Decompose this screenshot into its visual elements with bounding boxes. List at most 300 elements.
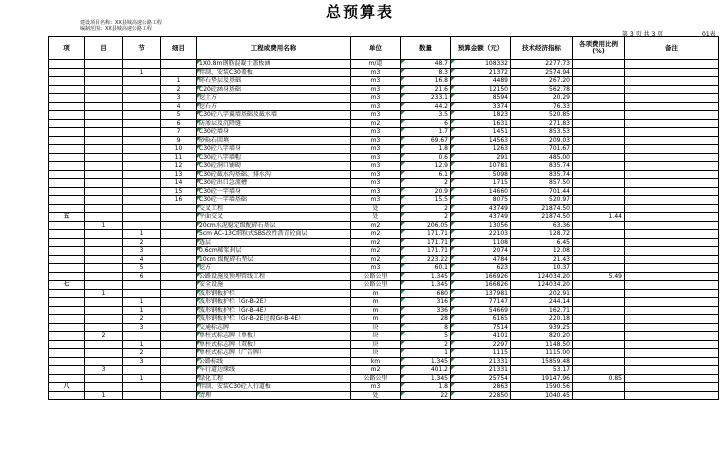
cell-jie bbox=[123, 102, 161, 111]
cell-jie bbox=[123, 85, 161, 94]
cell-xiang bbox=[49, 298, 85, 307]
cell-remark bbox=[625, 289, 719, 298]
cell-index: 2574.94 bbox=[511, 68, 573, 77]
cell-amount: 22103 bbox=[451, 230, 511, 239]
cell-ximu: 7 bbox=[161, 128, 197, 137]
cell-percent bbox=[573, 85, 625, 94]
table-row bbox=[49, 153, 719, 162]
cell-amount: 137981 bbox=[451, 289, 511, 298]
cell-unit: m/道 bbox=[351, 60, 401, 69]
cell-jie bbox=[123, 145, 161, 154]
cell-amount: 1115 bbox=[451, 349, 511, 358]
table-row bbox=[49, 323, 719, 332]
header-jie: 节 bbox=[123, 37, 161, 60]
table-row bbox=[49, 340, 719, 349]
cell-percent bbox=[573, 136, 625, 145]
cell-xiang bbox=[49, 128, 85, 137]
cell-name: 平面交叉 bbox=[197, 213, 351, 222]
cell-percent: 0.85 bbox=[573, 374, 625, 383]
cell-unit: 处 bbox=[351, 204, 401, 213]
cell-name: 公路标线 bbox=[197, 357, 351, 366]
table-row bbox=[49, 306, 719, 315]
cell-name: C30砼出口急流槽 bbox=[197, 179, 351, 188]
cell-remark bbox=[625, 68, 719, 77]
cell-index: 19147.96 bbox=[511, 374, 573, 383]
cell-ximu bbox=[161, 315, 197, 324]
cell-jie bbox=[123, 213, 161, 222]
table-row bbox=[49, 247, 719, 256]
cell-mu bbox=[85, 298, 123, 307]
cell-percent: 5.49 bbox=[573, 272, 625, 281]
cell-mu bbox=[85, 213, 123, 222]
cell-remark bbox=[625, 136, 719, 145]
cell-unit: 块 bbox=[351, 323, 401, 332]
cell-jie: 2 bbox=[123, 349, 161, 358]
cell-jie bbox=[123, 391, 161, 400]
cell-index: 271.83 bbox=[511, 119, 573, 128]
cell-ximu bbox=[161, 272, 197, 281]
cell-qty: 3.5 bbox=[401, 111, 451, 120]
cell-ximu: 11 bbox=[161, 153, 197, 162]
cell-index: 701.44 bbox=[511, 187, 573, 196]
cell-unit: 块 bbox=[351, 332, 401, 341]
cell-xiang bbox=[49, 102, 85, 111]
cell-ximu: 12 bbox=[161, 162, 197, 171]
cell-qty: 44.2 bbox=[401, 102, 451, 111]
cell-unit: 处 bbox=[351, 391, 401, 400]
cell-unit: 块 bbox=[351, 340, 401, 349]
table-row bbox=[49, 136, 719, 145]
cell-ximu bbox=[161, 289, 197, 298]
form-number: 01表 bbox=[702, 31, 716, 38]
cell-qty: 69.67 bbox=[401, 136, 451, 145]
table-row bbox=[49, 213, 719, 222]
cell-index: 520.85 bbox=[511, 111, 573, 120]
cell-unit: 块 bbox=[351, 349, 401, 358]
table-row bbox=[49, 102, 719, 111]
cell-mu bbox=[85, 102, 123, 111]
table-row bbox=[49, 391, 719, 400]
cell-ximu bbox=[161, 323, 197, 332]
cell-ximu bbox=[161, 264, 197, 273]
cell-jie: 3 bbox=[123, 247, 161, 256]
cell-index: 21874.50 bbox=[511, 204, 573, 213]
header-index: 技术经济指标 bbox=[511, 37, 573, 60]
cell-percent bbox=[573, 111, 625, 120]
cell-index: 63.36 bbox=[511, 221, 573, 230]
cell-xiang bbox=[49, 94, 85, 103]
cell-name: 挖土方 bbox=[197, 94, 351, 103]
cell-jie: 1 bbox=[123, 340, 161, 349]
cell-qty: 171.71 bbox=[401, 230, 451, 239]
cell-jie: 5 bbox=[123, 264, 161, 273]
cell-xiang bbox=[49, 136, 85, 145]
cell-amount: 77147 bbox=[451, 298, 511, 307]
cell-remark bbox=[625, 315, 719, 324]
cell-remark bbox=[625, 264, 719, 273]
cell-mu: 1 bbox=[85, 289, 123, 298]
cell-qty: 48.7 bbox=[401, 60, 451, 69]
cell-jie bbox=[123, 281, 161, 290]
cell-ximu bbox=[161, 204, 197, 213]
cell-jie bbox=[123, 170, 161, 179]
cell-qty: 1.8 bbox=[401, 145, 451, 154]
cell-index: 21874.50 bbox=[511, 213, 573, 222]
cell-jie bbox=[123, 136, 161, 145]
table-row bbox=[49, 85, 719, 94]
cell-remark bbox=[625, 187, 719, 196]
table-row bbox=[49, 272, 719, 281]
cell-jie bbox=[123, 119, 161, 128]
cell-index: 124034.20 bbox=[511, 281, 573, 290]
cell-remark bbox=[625, 221, 719, 230]
table-row bbox=[49, 230, 719, 239]
cell-index: 853.53 bbox=[511, 128, 573, 137]
table-row bbox=[49, 221, 719, 230]
cell-jie: 1 bbox=[123, 374, 161, 383]
cell-unit: m2 bbox=[351, 238, 401, 247]
cell-amount: 14563 bbox=[451, 136, 511, 145]
cell-amount: 8594 bbox=[451, 94, 511, 103]
cell-percent bbox=[573, 349, 625, 358]
cell-name: 清理 bbox=[197, 391, 351, 400]
cell-mu bbox=[85, 315, 123, 324]
page-number: 第 3 页 共 3 页 bbox=[622, 31, 664, 38]
cell-qty: 233.1 bbox=[401, 94, 451, 103]
cell-percent bbox=[573, 298, 625, 307]
cell-percent bbox=[573, 247, 625, 256]
cell-jie: 2 bbox=[123, 315, 161, 324]
cell-mu: 2 bbox=[85, 332, 123, 341]
cell-remark bbox=[625, 179, 719, 188]
cell-remark bbox=[625, 323, 719, 332]
cell-name: 20cm水泥稳定级配碎石基层 bbox=[197, 221, 351, 230]
table-header-row bbox=[49, 37, 719, 60]
cell-percent bbox=[573, 332, 625, 341]
cell-ximu bbox=[161, 247, 197, 256]
cell-percent bbox=[573, 196, 625, 205]
cell-unit: m3 bbox=[351, 145, 401, 154]
cell-name: C30砼一字墙身 bbox=[197, 187, 351, 196]
cell-percent bbox=[573, 204, 625, 213]
cell-jie: 1 bbox=[123, 230, 161, 239]
cell-mu bbox=[85, 247, 123, 256]
cell-index: 835.74 bbox=[511, 170, 573, 179]
cell-mu bbox=[85, 357, 123, 366]
table-row bbox=[49, 357, 719, 366]
cell-percent bbox=[573, 145, 625, 154]
cell-mu bbox=[85, 238, 123, 247]
cell-amount: 14660 bbox=[451, 187, 511, 196]
cell-qty: 223.22 bbox=[401, 255, 451, 264]
cell-name: 5cm AC-13C细粒式SBS改性沥青砼面层 bbox=[197, 230, 351, 239]
cell-name: C30砼八字墙帽 bbox=[197, 153, 351, 162]
cell-remark bbox=[625, 170, 719, 179]
cell-amount: 2297 bbox=[451, 340, 511, 349]
cell-mu bbox=[85, 153, 123, 162]
cell-amount: 108332 bbox=[451, 60, 511, 69]
cell-qty: 680 bbox=[401, 289, 451, 298]
cell-ximu: 6 bbox=[161, 119, 197, 128]
cell-name: 1X0.8m钢筋混凝土盖板涵 bbox=[197, 60, 351, 69]
cell-name: 砂砾石回填 bbox=[197, 136, 351, 145]
cell-percent bbox=[573, 119, 625, 128]
cell-percent bbox=[573, 179, 625, 188]
cell-unit: m3 bbox=[351, 162, 401, 171]
cell-xiang bbox=[49, 366, 85, 375]
cell-mu bbox=[85, 374, 123, 383]
cell-xiang bbox=[49, 255, 85, 264]
cell-name: 绿化工程 bbox=[197, 374, 351, 383]
cell-unit: m3 bbox=[351, 187, 401, 196]
cell-xiang bbox=[49, 204, 85, 213]
cell-remark bbox=[625, 238, 719, 247]
table-row bbox=[49, 119, 719, 128]
cell-qty: 401.2 bbox=[401, 366, 451, 375]
cell-index: 20.29 bbox=[511, 94, 573, 103]
cell-qty: 6.1 bbox=[401, 170, 451, 179]
cell-qty: 1.7 bbox=[401, 128, 451, 137]
cell-amount: 7514 bbox=[451, 323, 511, 332]
cell-percent bbox=[573, 94, 625, 103]
header-remark: 备注 bbox=[625, 37, 719, 60]
cell-jie bbox=[123, 128, 161, 137]
cell-remark bbox=[625, 366, 719, 375]
header-percent: 各项费用比例(%) bbox=[573, 37, 625, 60]
cell-amount: 21372 bbox=[451, 68, 511, 77]
cell-name: 波形钢板护栏（Gr-B-4E） bbox=[197, 306, 351, 315]
table-row bbox=[49, 162, 719, 171]
cell-jie bbox=[123, 332, 161, 341]
cell-remark bbox=[625, 85, 719, 94]
cell-qty: 1 bbox=[401, 349, 451, 358]
cell-xiang bbox=[49, 272, 85, 281]
header-mu: 目 bbox=[85, 37, 123, 60]
cell-ximu bbox=[161, 298, 197, 307]
cell-index: 21.43 bbox=[511, 255, 573, 264]
header-xiang: 项 bbox=[49, 37, 85, 60]
cell-amount: 2074 bbox=[451, 247, 511, 256]
cell-remark bbox=[625, 298, 719, 307]
cell-amount: 166826 bbox=[451, 281, 511, 290]
cell-unit: m bbox=[351, 306, 401, 315]
cell-ximu: 1 bbox=[161, 77, 197, 86]
cell-xiang bbox=[49, 221, 85, 230]
cell-remark bbox=[625, 60, 719, 69]
cell-amount: 13056 bbox=[451, 221, 511, 230]
cell-qty: 1.345 bbox=[401, 272, 451, 281]
cell-jie bbox=[123, 111, 161, 120]
cell-mu bbox=[85, 119, 123, 128]
cell-jie: 1 bbox=[123, 298, 161, 307]
cell-mu bbox=[85, 179, 123, 188]
cell-unit: m2 bbox=[351, 221, 401, 230]
cell-unit: m3 bbox=[351, 102, 401, 111]
cell-jie: 1 bbox=[123, 306, 161, 315]
cell-percent bbox=[573, 383, 625, 392]
cell-percent bbox=[573, 77, 625, 86]
cell-name: C30砼八字翼墙基础及截水墙 bbox=[197, 111, 351, 120]
cell-percent bbox=[573, 162, 625, 171]
cell-qty: 2 bbox=[401, 204, 451, 213]
table-row bbox=[49, 264, 719, 273]
cell-mu bbox=[85, 383, 123, 392]
cell-xiang bbox=[49, 179, 85, 188]
cell-qty: 0.6 bbox=[401, 153, 451, 162]
cell-name: 交通标志牌 bbox=[197, 323, 351, 332]
cell-remark bbox=[625, 128, 719, 137]
cell-jie: 4 bbox=[123, 255, 161, 264]
cell-index: 857.50 bbox=[511, 179, 573, 188]
cell-qty: 22 bbox=[401, 391, 451, 400]
cell-name: 安全设施 bbox=[197, 281, 351, 290]
cell-qty: 206.05 bbox=[401, 221, 451, 230]
cell-index: 1148.50 bbox=[511, 340, 573, 349]
cell-percent bbox=[573, 306, 625, 315]
range-line: 编制范围：XX县城高速公路工程 bbox=[80, 26, 152, 32]
cell-index: 939.25 bbox=[511, 323, 573, 332]
cell-ximu bbox=[161, 255, 197, 264]
cell-unit: m3 bbox=[351, 196, 401, 205]
table-row bbox=[49, 332, 719, 341]
table-row bbox=[49, 298, 719, 307]
cell-name: 拌制、安装C30盖板 bbox=[197, 68, 351, 77]
cell-ximu bbox=[161, 68, 197, 77]
cell-unit: m bbox=[351, 315, 401, 324]
cell-ximu bbox=[161, 306, 197, 315]
cell-percent bbox=[573, 391, 625, 400]
cell-index: 820.20 bbox=[511, 332, 573, 341]
cell-remark bbox=[625, 145, 719, 154]
cell-amount: 25754 bbox=[451, 374, 511, 383]
cell-amount: 5098 bbox=[451, 170, 511, 179]
cell-index: 162.71 bbox=[511, 306, 573, 315]
cell-qty: 1.8 bbox=[401, 383, 451, 392]
cell-remark bbox=[625, 153, 719, 162]
cell-jie bbox=[123, 196, 161, 205]
cell-ximu: 5 bbox=[161, 111, 197, 120]
cell-remark bbox=[625, 102, 719, 111]
cell-qty: 336 bbox=[401, 306, 451, 315]
cell-qty: 20.9 bbox=[401, 187, 451, 196]
table-row bbox=[49, 68, 719, 77]
cell-xiang bbox=[49, 85, 85, 94]
cell-jie: 2 bbox=[123, 238, 161, 247]
cell-unit: 处 bbox=[351, 213, 401, 222]
cell-remark bbox=[625, 162, 719, 171]
cell-jie bbox=[123, 204, 161, 213]
cell-remark bbox=[625, 77, 719, 86]
cell-name: C20砼涵身基础 bbox=[197, 85, 351, 94]
cell-jie bbox=[123, 153, 161, 162]
cell-index: 701.67 bbox=[511, 145, 573, 154]
cell-ximu bbox=[161, 332, 197, 341]
cell-unit: m3 bbox=[351, 153, 401, 162]
header-amount: 预算金额（元） bbox=[451, 37, 511, 60]
cell-ximu bbox=[161, 374, 197, 383]
cell-index: 1115.00 bbox=[511, 349, 573, 358]
cell-mu bbox=[85, 323, 123, 332]
cell-amount: 22850 bbox=[451, 391, 511, 400]
cell-name: C30砼截水沟基础、排水沟 bbox=[197, 170, 351, 179]
cell-name: 单柱式标志牌（单板） bbox=[197, 332, 351, 341]
cell-qty: 8 bbox=[401, 323, 451, 332]
cell-index: 12.08 bbox=[511, 247, 573, 256]
cell-mu bbox=[85, 77, 123, 86]
cell-xiang bbox=[49, 238, 85, 247]
cell-qty: 2 bbox=[401, 213, 451, 222]
cell-unit: m3 bbox=[351, 383, 401, 392]
cell-mu bbox=[85, 136, 123, 145]
cell-name: 交叉工程 bbox=[197, 204, 351, 213]
table-row bbox=[49, 60, 719, 69]
cell-xiang bbox=[49, 340, 85, 349]
cell-remark bbox=[625, 213, 719, 222]
cell-remark bbox=[625, 357, 719, 366]
table-row bbox=[49, 94, 719, 103]
cell-mu bbox=[85, 264, 123, 273]
cell-jie bbox=[123, 94, 161, 103]
table-row bbox=[49, 179, 719, 188]
cell-mu bbox=[85, 349, 123, 358]
cell-xiang bbox=[49, 119, 85, 128]
cell-ximu bbox=[161, 383, 197, 392]
cell-xiang bbox=[49, 264, 85, 273]
cell-amount: 1108 bbox=[451, 238, 511, 247]
cell-index: 485.00 bbox=[511, 153, 573, 162]
cell-mu bbox=[85, 281, 123, 290]
cell-amount: 1823 bbox=[451, 111, 511, 120]
cell-name: 波形钢板护栏 bbox=[197, 289, 351, 298]
cell-xiang bbox=[49, 153, 85, 162]
cell-qty: 5 bbox=[401, 332, 451, 341]
cell-xiang bbox=[49, 145, 85, 154]
cell-index: 267.20 bbox=[511, 77, 573, 86]
cell-index: 220.18 bbox=[511, 315, 573, 324]
cell-name: 防渗层及沉降缝 bbox=[197, 119, 351, 128]
cell-mu bbox=[85, 145, 123, 154]
cell-xiang bbox=[49, 162, 85, 171]
cell-xiang bbox=[49, 323, 85, 332]
cell-qty: 1.345 bbox=[401, 281, 451, 290]
cell-mu bbox=[85, 196, 123, 205]
table-row bbox=[49, 374, 719, 383]
cell-ximu bbox=[161, 340, 197, 349]
cell-percent bbox=[573, 264, 625, 273]
cell-unit: m2 bbox=[351, 230, 401, 239]
cell-remark bbox=[625, 119, 719, 128]
cell-mu bbox=[85, 170, 123, 179]
table-row bbox=[49, 111, 719, 120]
cell-unit: m3 bbox=[351, 68, 401, 77]
cell-mu bbox=[85, 85, 123, 94]
cell-amount: 1631 bbox=[451, 119, 511, 128]
cell-xiang bbox=[49, 332, 85, 341]
cell-ximu bbox=[161, 281, 197, 290]
cell-xiang bbox=[49, 196, 85, 205]
header-ximu: 细目 bbox=[161, 37, 197, 60]
cell-unit: m bbox=[351, 289, 401, 298]
cell-name: 波形钢板护栏（Gr-B-2E过渡Gr-B-4E） bbox=[197, 315, 351, 324]
table-row bbox=[49, 315, 719, 324]
cell-unit: m3 bbox=[351, 179, 401, 188]
cell-amount: 291 bbox=[451, 153, 511, 162]
cell-name: 碎石垫层及基础 bbox=[197, 77, 351, 86]
cell-percent bbox=[573, 357, 625, 366]
cell-amount: 43749 bbox=[451, 204, 511, 213]
cell-percent bbox=[573, 315, 625, 324]
cell-qty: 171.71 bbox=[401, 238, 451, 247]
